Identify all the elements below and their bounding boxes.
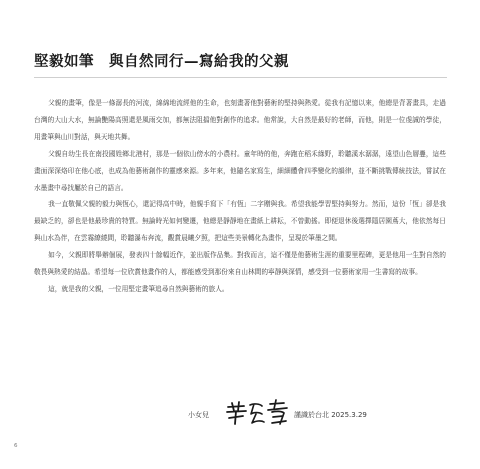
signature-prefix: 小女兒 bbox=[188, 411, 209, 419]
page-number: 6 bbox=[14, 443, 18, 449]
page-title: 堅毅如筆 與自然同行—寫給我的父親 bbox=[34, 54, 289, 70]
letter-body bbox=[34, 95, 446, 298]
paragraph-1: 父親的畫筆，像是一條潺長的河流，綿綿地流經他的生命，也刻畫著他對藝術的堅持與熱愛。從我有記憶以來，他總是背著畫具，走過台灣的大山大水，無論艷陽高照還是風雨交加，都無法阻擋他對創作的追求。他常說，大自然是最好的老師，而他，則是一位虔誠的學徒，用畫筆與山川對話，與天地共舞。 bbox=[34, 99, 446, 141]
title-divider bbox=[34, 77, 447, 78]
paragraph-5: 這，就是我的父親，一位用堅定畫筆追尋自然與藝術的旅人。 bbox=[48, 284, 229, 293]
paragraph-4: 如今，父親即將舉辦個展，發表四十餘幅近作，並出版作品集。對我而言，這不僅是他藝術生涯的重要里程碑，更是他用一生對自然的敬畏與熱愛的結晶。希望每一位欣賞他畫作的人，都能感受到那份來自山林間的寧靜與深情，感受到一位藝術家用一生書寫的故事。 bbox=[34, 251, 446, 277]
signature-date: 謹識於台北 2025.3.29 bbox=[294, 411, 367, 419]
handwritten-signature bbox=[224, 398, 294, 428]
paragraph-3: 我一直敬佩父親的毅力與恆心，還記得高中時，他親手寫下「有恆」二字贈與我。希望我能學習堅持與努力。然而，這份「恆」卻是我最缺乏的，卻也是他最珍貴的特質。無論時光如何變遷，他總是靜靜地在畫紙上耕耘，不曾動搖。即便退休後選擇隱居園蔦大，他依然每日與山水為伴，在雲霧繚繞間，聆聽瀑布奔流，觀賞晨曦夕照，把這些美景轉化為畫作，呈現於筆墨之間。 bbox=[34, 200, 446, 243]
signature-block bbox=[188, 398, 458, 432]
paragraph-2: 父親自幼生長在南投國姓鄉北港村，那是一個依山傍水的小農村。童年時的他，奔跑在稻禾綠野，聆聽溪水潺潺，遠望山色層疊，這些畫面深深烙印在他心底，也成為他藝術創作的靈感來源。多年來，他隨名家寫生，細細體會四季變化的韻律，並不斷挑戰傳統技法，嘗試在水墨畫中尋找屬於自己的語言。 bbox=[34, 149, 446, 192]
